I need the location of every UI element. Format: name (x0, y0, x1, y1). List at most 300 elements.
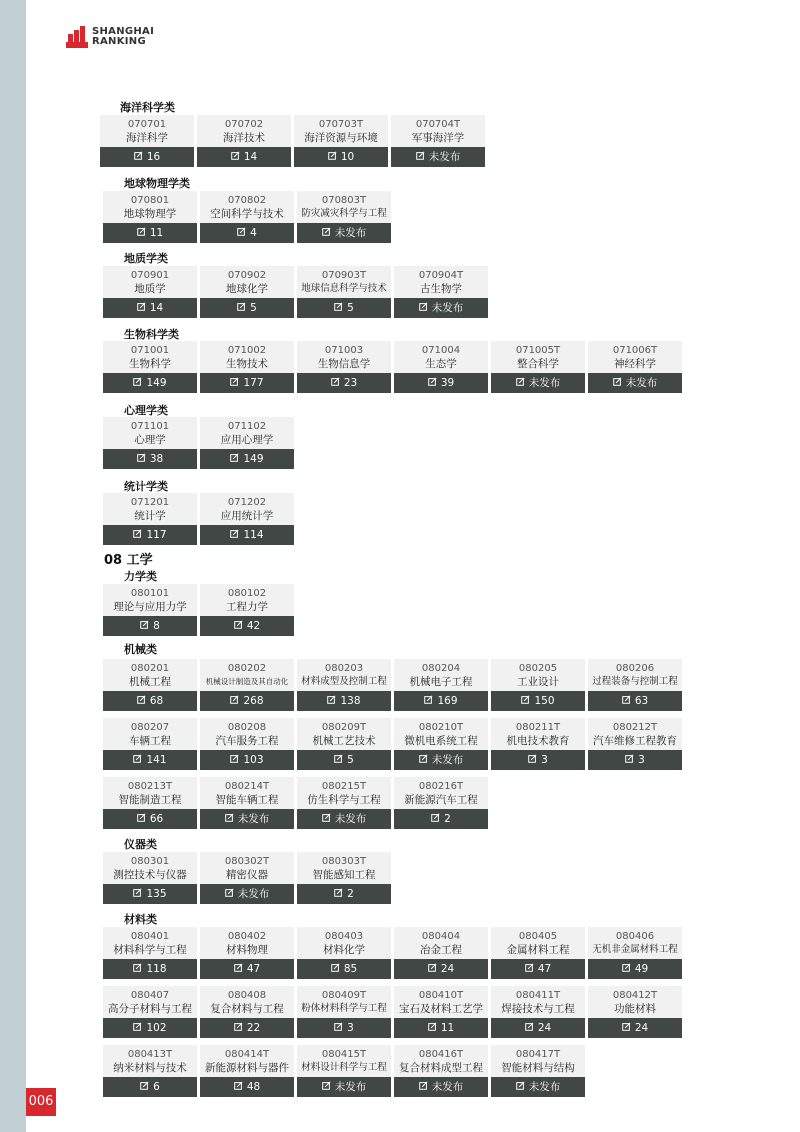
major-count-bar[interactable] (297, 750, 391, 770)
major-card[interactable] (394, 927, 488, 979)
category-title: 仪器类 (124, 838, 157, 851)
major-card[interactable] (294, 115, 388, 167)
major-info (588, 927, 682, 959)
major-card[interactable] (297, 986, 391, 1038)
edit-icon (613, 374, 622, 394)
major-count-bar[interactable] (491, 1077, 585, 1097)
edit-icon (133, 885, 142, 905)
major-count-bar[interactable] (103, 691, 197, 711)
edit-icon (331, 374, 340, 394)
edit-icon (334, 751, 343, 771)
major-code: 070803T (321, 195, 367, 206)
major-code: 071003 (324, 345, 364, 356)
major-count-bar[interactable] (491, 1018, 585, 1038)
major-count-bar[interactable] (297, 959, 391, 979)
major-count-bar[interactable] (200, 884, 294, 904)
major-card[interactable] (103, 584, 197, 636)
major-count-bar[interactable] (103, 449, 197, 469)
major-count-bar[interactable] (394, 959, 488, 979)
major-code: 070802 (227, 195, 267, 206)
edit-icon (137, 810, 146, 830)
major-count-bar[interactable] (100, 147, 194, 167)
logo-mark-icon (66, 26, 88, 48)
major-name: 汽车服务工程 (215, 735, 279, 747)
major-info (394, 1045, 488, 1077)
edit-icon (225, 885, 234, 905)
major-count-bar[interactable] (200, 449, 294, 469)
edit-icon (230, 526, 239, 546)
major-info (103, 852, 197, 884)
major-count: 3 (541, 754, 548, 766)
major-count-bar[interactable] (394, 809, 488, 829)
major-card[interactable] (103, 493, 197, 545)
major-count-bar[interactable] (394, 750, 488, 770)
major-name: 应用统计学 (220, 510, 274, 522)
major-code: 070702 (224, 119, 264, 130)
major-count-bar[interactable] (103, 809, 197, 829)
major-count-bar[interactable] (103, 884, 197, 904)
major-name: 纳米材料与技术 (113, 1062, 187, 1074)
major-count-bar[interactable] (103, 1077, 197, 1097)
edit-icon (322, 1078, 331, 1098)
major-count-bar[interactable] (297, 223, 391, 243)
major-card[interactable] (200, 777, 294, 829)
edit-icon (133, 374, 142, 394)
major-card[interactable] (103, 191, 197, 243)
page-number: 006 (26, 1088, 56, 1116)
major-card[interactable] (200, 852, 294, 904)
major-card[interactable] (200, 659, 294, 711)
major-count-bar[interactable] (588, 373, 682, 393)
major-count: 未发布 (528, 377, 561, 389)
major-card[interactable] (103, 417, 197, 469)
major-count-bar[interactable] (200, 525, 294, 545)
major-count-bar[interactable] (588, 959, 682, 979)
major-count-bar[interactable] (394, 1018, 488, 1038)
category-title: 地球物理学类 (124, 177, 190, 190)
major-name: 机电技术教育 (506, 735, 570, 747)
major-count-bar[interactable] (391, 147, 485, 167)
major-count: 24 (537, 1022, 552, 1034)
major-count-bar[interactable] (200, 616, 294, 636)
major-count-bar[interactable] (294, 147, 388, 167)
edit-icon (428, 374, 437, 394)
major-card[interactable] (297, 659, 391, 711)
major-card[interactable] (491, 659, 585, 711)
major-name: 理论与应用力学 (113, 601, 187, 613)
major-card[interactable] (588, 659, 682, 711)
major-code: 080207 (130, 722, 170, 733)
edit-icon (525, 1019, 534, 1039)
major-card[interactable] (200, 493, 294, 545)
major-count-bar[interactable] (394, 373, 488, 393)
major-card[interactable] (491, 1045, 585, 1097)
major-count-bar[interactable] (200, 1018, 294, 1038)
edit-icon (322, 224, 331, 244)
major-name: 生物信息学 (317, 358, 371, 370)
shanghai-ranking-logo (66, 26, 154, 48)
side-strip (0, 0, 26, 1132)
major-card[interactable] (200, 191, 294, 243)
major-name: 材料成型及控制工程 (301, 676, 387, 687)
major-count: 149 (146, 377, 167, 389)
category-title: 心理学类 (124, 404, 168, 417)
major-card[interactable] (394, 777, 488, 829)
major-code: 070704T (415, 119, 461, 130)
major-name: 地质学 (134, 283, 166, 295)
major-code: 080213T (127, 781, 173, 792)
major-card[interactable] (588, 927, 682, 979)
major-name: 生物科学 (129, 358, 171, 370)
major-count: 63 (634, 695, 649, 707)
major-code: 080206 (615, 663, 655, 674)
major-name: 智能车辆工程 (215, 794, 279, 806)
major-card[interactable] (588, 986, 682, 1038)
major-count: 8 (153, 620, 160, 632)
major-count: 66 (149, 813, 164, 825)
major-count: 49 (634, 963, 649, 975)
major-name: 海洋技术 (223, 132, 265, 144)
major-info (200, 986, 294, 1018)
major-count-bar[interactable] (297, 809, 391, 829)
major-card[interactable] (200, 1045, 294, 1097)
major-count-bar[interactable] (197, 147, 291, 167)
major-count: 2 (347, 888, 354, 900)
major-code: 071101 (130, 421, 170, 432)
major-count: 102 (146, 1022, 167, 1034)
major-code: 071004 (421, 345, 461, 356)
major-count-bar[interactable] (491, 750, 585, 770)
major-count-bar[interactable] (588, 1018, 682, 1038)
major-name: 焊接技术与工程 (501, 1003, 575, 1015)
major-card[interactable] (491, 341, 585, 393)
edit-icon (521, 692, 530, 712)
major-code: 070903T (321, 270, 367, 281)
major-count-bar[interactable] (200, 750, 294, 770)
major-name: 心理学 (134, 434, 166, 446)
major-code: 080410T (418, 990, 464, 1001)
major-code: 070703T (318, 119, 364, 130)
major-code: 070901 (130, 270, 170, 281)
major-count-bar[interactable] (200, 809, 294, 829)
major-card[interactable] (103, 852, 197, 904)
major-card[interactable] (197, 115, 291, 167)
major-count: 4 (250, 227, 257, 239)
major-name: 测控技术与仪器 (113, 869, 187, 881)
major-card[interactable] (394, 986, 488, 1038)
major-name: 海洋科学 (126, 132, 168, 144)
major-count-bar[interactable] (200, 959, 294, 979)
major-count-bar[interactable] (103, 959, 197, 979)
category-title: 生物科学类 (124, 328, 179, 341)
major-count-bar[interactable] (103, 373, 197, 393)
major-code: 080203 (324, 663, 364, 674)
major-count: 14 (149, 302, 164, 314)
edit-icon (230, 751, 239, 771)
major-info (394, 986, 488, 1018)
major-count: 47 (246, 963, 261, 975)
major-count-bar[interactable] (394, 1077, 488, 1097)
major-card[interactable] (297, 266, 391, 318)
edit-icon (528, 751, 537, 771)
major-count: 6 (153, 1081, 160, 1093)
major-code: 080208 (227, 722, 267, 733)
major-card[interactable] (297, 718, 391, 770)
major-count: 47 (537, 963, 552, 975)
major-info (103, 191, 197, 223)
major-info (200, 718, 294, 750)
edit-icon (428, 960, 437, 980)
major-count-bar[interactable] (297, 884, 391, 904)
major-info (491, 927, 585, 959)
major-info (491, 986, 585, 1018)
major-info (297, 1045, 391, 1077)
major-info (200, 493, 294, 525)
major-count: 14 (243, 151, 258, 163)
major-card[interactable] (297, 1045, 391, 1097)
edit-icon (230, 450, 239, 470)
major-count: 118 (146, 963, 167, 975)
major-info (588, 659, 682, 691)
major-code: 080216T (418, 781, 464, 792)
major-code: 071005T (515, 345, 561, 356)
major-card[interactable] (200, 927, 294, 979)
major-code: 080215T (321, 781, 367, 792)
major-code: 080413T (127, 1049, 173, 1060)
category-title: 统计学类 (124, 480, 168, 493)
major-count: 未发布 (334, 813, 367, 825)
major-card[interactable] (103, 986, 197, 1038)
major-code: 080412T (612, 990, 658, 1001)
edit-icon (133, 526, 142, 546)
edit-icon (234, 960, 243, 980)
edit-icon (140, 1078, 149, 1098)
major-info (103, 718, 197, 750)
major-count: 23 (343, 377, 358, 389)
major-card[interactable] (297, 341, 391, 393)
major-info (394, 266, 488, 298)
major-count-bar[interactable] (103, 223, 197, 243)
major-info (588, 341, 682, 373)
major-code: 080405 (518, 931, 558, 942)
major-count: 未发布 (431, 754, 464, 766)
major-card[interactable] (103, 777, 197, 829)
major-count-bar[interactable] (394, 298, 488, 318)
edit-icon (234, 617, 243, 637)
major-name: 军事海洋学 (411, 132, 465, 144)
major-code: 080302T (224, 856, 270, 867)
major-card[interactable] (394, 718, 488, 770)
category-title: 地质学类 (124, 252, 168, 265)
major-card[interactable] (103, 341, 197, 393)
edit-icon (237, 299, 246, 319)
major-name: 古生物学 (420, 283, 462, 295)
major-info (103, 493, 197, 525)
major-card[interactable] (103, 266, 197, 318)
major-count: 未发布 (528, 1081, 561, 1093)
major-count-bar[interactable] (200, 373, 294, 393)
major-count-bar[interactable] (200, 691, 294, 711)
major-card[interactable] (491, 927, 585, 979)
major-name: 机械工程 (129, 676, 171, 688)
major-code: 080202 (227, 663, 267, 674)
major-card[interactable] (391, 115, 485, 167)
major-info (103, 777, 197, 809)
major-info (103, 927, 197, 959)
major-count-bar[interactable] (200, 1077, 294, 1097)
major-info (588, 986, 682, 1018)
edit-icon (419, 1078, 428, 1098)
major-card[interactable] (103, 718, 197, 770)
major-card[interactable] (394, 1045, 488, 1097)
major-card[interactable] (491, 718, 585, 770)
major-count-bar[interactable] (297, 298, 391, 318)
major-card[interactable] (394, 659, 488, 711)
major-info (103, 1045, 197, 1077)
edit-icon (416, 148, 425, 168)
major-card[interactable] (103, 927, 197, 979)
edit-icon (230, 374, 239, 394)
major-count: 114 (243, 529, 264, 541)
section-title: 08 工学 (104, 553, 153, 568)
edit-icon (525, 960, 534, 980)
major-card[interactable] (200, 341, 294, 393)
major-count: 5 (250, 302, 257, 314)
major-name: 冶金工程 (420, 944, 462, 956)
major-card[interactable] (200, 584, 294, 636)
major-count-bar[interactable] (588, 750, 682, 770)
major-count: 268 (243, 695, 264, 707)
major-card[interactable] (588, 718, 682, 770)
major-name: 过程装备与控制工程 (592, 676, 678, 687)
major-count: 未发布 (334, 1081, 367, 1093)
major-code: 080416T (418, 1049, 464, 1060)
edit-icon (622, 960, 631, 980)
major-count-bar[interactable] (297, 1077, 391, 1097)
major-card[interactable] (394, 341, 488, 393)
edit-icon (234, 1078, 243, 1098)
major-card[interactable] (297, 777, 391, 829)
major-card[interactable] (297, 927, 391, 979)
edit-icon (230, 692, 239, 712)
major-info (297, 266, 391, 298)
major-count-bar[interactable] (103, 1018, 197, 1038)
major-info (491, 718, 585, 750)
major-count: 42 (246, 620, 261, 632)
major-card[interactable] (491, 986, 585, 1038)
major-code: 080407 (130, 990, 170, 1001)
major-info (103, 584, 197, 616)
major-name: 精密仪器 (226, 869, 268, 881)
major-name: 机械电子工程 (409, 676, 473, 688)
major-count: 未发布 (431, 302, 464, 314)
major-count-bar[interactable] (297, 691, 391, 711)
major-code: 080214T (224, 781, 270, 792)
major-card[interactable] (200, 417, 294, 469)
major-count-bar[interactable] (200, 223, 294, 243)
major-name: 应用心理学 (220, 434, 274, 446)
major-card[interactable] (200, 266, 294, 318)
major-count-bar[interactable] (394, 691, 488, 711)
major-count-bar[interactable] (588, 691, 682, 711)
major-info (200, 341, 294, 373)
major-count-bar[interactable] (297, 373, 391, 393)
major-code: 080403 (324, 931, 364, 942)
major-card[interactable] (297, 852, 391, 904)
major-code: 080211T (515, 722, 561, 733)
major-name: 机械工艺技术 (312, 735, 376, 747)
major-count-bar[interactable] (103, 298, 197, 318)
major-info (200, 266, 294, 298)
edit-icon (322, 810, 331, 830)
major-card[interactable] (200, 718, 294, 770)
major-card[interactable] (297, 191, 391, 243)
major-code: 071102 (227, 421, 267, 432)
major-name: 材料物理 (226, 944, 268, 956)
major-info (491, 659, 585, 691)
major-info (394, 777, 488, 809)
major-count: 24 (440, 963, 455, 975)
major-card[interactable] (103, 1045, 197, 1097)
major-card[interactable] (588, 341, 682, 393)
major-count-bar[interactable] (103, 616, 197, 636)
major-code: 080201 (130, 663, 170, 674)
major-count-bar[interactable] (297, 1018, 391, 1038)
major-info (200, 1045, 294, 1077)
major-count-bar[interactable] (200, 298, 294, 318)
major-code: 080205 (518, 663, 558, 674)
major-code: 080408 (227, 990, 267, 1001)
major-card[interactable] (200, 986, 294, 1038)
major-info (103, 659, 197, 691)
major-name: 宝石及材料工艺学 (399, 1003, 483, 1015)
major-code: 071202 (227, 497, 267, 508)
major-name: 粉体材料科学与工程 (301, 1003, 387, 1014)
major-count: 未发布 (431, 1081, 464, 1093)
edit-icon (137, 224, 146, 244)
major-count: 135 (146, 888, 167, 900)
major-count: 11 (149, 227, 164, 239)
major-info (394, 927, 488, 959)
edit-icon (134, 148, 143, 168)
major-code: 080301 (130, 856, 170, 867)
major-name: 智能感知工程 (312, 869, 376, 881)
major-info (200, 777, 294, 809)
major-info (103, 986, 197, 1018)
major-name: 海洋资源与环境 (304, 132, 378, 144)
major-count-bar[interactable] (103, 525, 197, 545)
edit-icon (622, 1019, 631, 1039)
major-count: 5 (347, 302, 354, 314)
major-name: 统计学 (134, 510, 166, 522)
major-name: 车辆工程 (129, 735, 171, 747)
major-count: 未发布 (237, 813, 270, 825)
major-card[interactable] (394, 266, 488, 318)
major-info (103, 266, 197, 298)
major-count: 5 (347, 754, 354, 766)
edit-icon (424, 692, 433, 712)
major-code: 080303T (321, 856, 367, 867)
major-count-bar[interactable] (491, 691, 585, 711)
major-card[interactable] (100, 115, 194, 167)
major-card[interactable] (103, 659, 197, 711)
major-code: 071006T (612, 345, 658, 356)
major-count-bar[interactable] (491, 959, 585, 979)
edit-icon (334, 299, 343, 319)
major-count-bar[interactable] (103, 750, 197, 770)
major-count: 10 (340, 151, 355, 163)
major-count-bar[interactable] (491, 373, 585, 393)
